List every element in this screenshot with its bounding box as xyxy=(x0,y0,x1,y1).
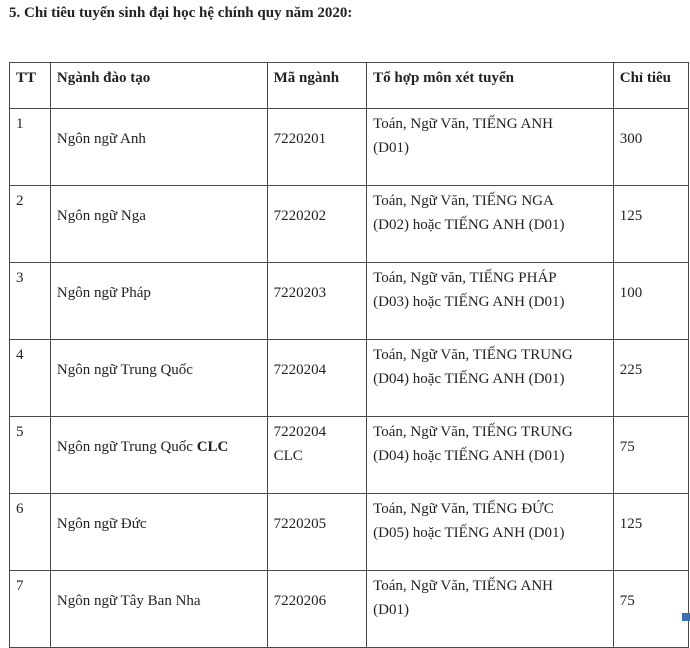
header-quota: Chỉ tiêu xyxy=(613,63,688,109)
quota-wrap xyxy=(620,420,682,459)
major-code-wrap xyxy=(274,189,361,228)
quota-value: 225 xyxy=(619,362,643,378)
cell-major xyxy=(50,109,267,186)
admission-quota-table xyxy=(9,62,689,648)
row-number: 1 xyxy=(16,116,24,132)
quota-wrap xyxy=(620,112,682,151)
cell-tt xyxy=(10,571,51,648)
cell-tt xyxy=(10,263,51,340)
quota-wrap xyxy=(620,574,682,613)
cell-tt xyxy=(10,109,51,186)
major-name-wrap xyxy=(57,420,261,459)
cell-quota xyxy=(613,109,688,186)
cell-code xyxy=(267,186,367,263)
major-code: 7220206 xyxy=(273,593,327,609)
header-tt: TT xyxy=(10,63,51,109)
scroll-corner-marker xyxy=(682,613,690,621)
quota-value: 100 xyxy=(619,285,643,301)
cell-major xyxy=(50,340,267,417)
cell-combination xyxy=(367,417,614,494)
major-code: 7220204 xyxy=(273,362,327,378)
table-row xyxy=(10,109,689,186)
cell-major xyxy=(50,494,267,571)
cell-code xyxy=(267,340,367,417)
major-name: Ngôn ngữ Trung Quốc xyxy=(56,362,193,378)
major-code: 7220205 xyxy=(273,516,327,532)
cell-combination xyxy=(367,571,614,648)
cell-code xyxy=(267,109,367,186)
major-name-wrap xyxy=(57,266,261,305)
table-row xyxy=(10,571,689,648)
major-code-wrap xyxy=(274,112,361,151)
cell-combination xyxy=(367,263,614,340)
cell-tt xyxy=(10,417,51,494)
major-name-bold: CLC xyxy=(196,439,229,455)
combination-line-1: Toán, Ngữ văn, TIẾNG PHÁP xyxy=(373,270,557,286)
combination-line-1: Toán, Ngữ Văn, TIẾNG TRUNG xyxy=(373,347,573,363)
major-name-wrap xyxy=(57,497,261,536)
table-header-row xyxy=(10,63,689,109)
header-combination: Tổ hợp môn xét tuyển xyxy=(367,63,614,109)
cell-quota xyxy=(613,263,688,340)
major-name: Ngôn ngữ Nga xyxy=(56,208,146,224)
combination-line-2: (D02) hoặc TIẾNG ANH (D01) xyxy=(373,217,565,233)
cell-combination xyxy=(367,340,614,417)
major-name: Ngôn ngữ Anh xyxy=(56,131,146,147)
combination-line-1: Toán, Ngữ Văn, TIẾNG TRUNG xyxy=(373,424,573,440)
quota-wrap xyxy=(620,343,682,382)
major-code: 7220202 xyxy=(273,208,327,224)
major-code: 7220203 xyxy=(273,285,327,301)
major-code-wrap xyxy=(274,497,361,536)
row-number: 5 xyxy=(16,424,24,440)
major-name: Ngôn ngữ Pháp xyxy=(56,285,151,301)
quota-value: 75 xyxy=(619,439,635,455)
cell-combination xyxy=(367,494,614,571)
major-name: Ngôn ngữ Tây Ban Nha xyxy=(56,593,201,609)
combination-line-2: (D01) xyxy=(373,602,409,618)
cell-code xyxy=(267,571,367,648)
major-code: 7220204 xyxy=(273,424,327,440)
quota-wrap xyxy=(620,497,682,536)
row-number: 7 xyxy=(16,578,24,594)
combination-line-1: Toán, Ngữ Văn, TIẾNG ĐỨC xyxy=(373,501,554,517)
combination-line-2: (D05) hoặc TIẾNG ANH (D01) xyxy=(373,525,565,541)
major-code-wrap xyxy=(274,266,361,305)
row-number: 6 xyxy=(16,501,24,517)
major-code-suffix: CLC xyxy=(273,448,303,464)
cell-major xyxy=(50,186,267,263)
combination-line-1: Toán, Ngữ Văn, TIẾNG ANH xyxy=(373,116,553,132)
quota-wrap xyxy=(620,189,682,228)
cell-major xyxy=(50,571,267,648)
cell-quota xyxy=(613,186,688,263)
header-major: Ngành đào tạo xyxy=(50,63,267,109)
cell-code xyxy=(267,494,367,571)
quota-value: 300 xyxy=(619,131,643,147)
table-row xyxy=(10,340,689,417)
cell-quota xyxy=(613,571,688,648)
major-code-wrap xyxy=(274,574,361,613)
combination-line-1: Toán, Ngữ Văn, TIẾNG NGA xyxy=(373,193,554,209)
combination-line-2: (D04) hoặc TIẾNG ANH (D01) xyxy=(373,371,565,387)
quota-value: 75 xyxy=(619,593,635,609)
cell-quota xyxy=(613,417,688,494)
cell-major xyxy=(50,263,267,340)
table-row xyxy=(10,494,689,571)
header-code: Mã ngành xyxy=(267,63,367,109)
major-name-wrap xyxy=(57,112,261,151)
cell-quota xyxy=(613,494,688,571)
cell-combination xyxy=(367,109,614,186)
row-number: 2 xyxy=(16,193,24,209)
row-number: 3 xyxy=(16,270,24,286)
table-row xyxy=(10,417,689,494)
table-row xyxy=(10,186,689,263)
major-name-wrap xyxy=(57,574,261,613)
quota-value: 125 xyxy=(619,208,643,224)
combination-line-1: Toán, Ngữ Văn, TIẾNG ANH xyxy=(373,578,553,594)
cell-tt xyxy=(10,186,51,263)
section-heading: 5. Chỉ tiêu tuyển sinh đại học hệ chính quy năm 2020: xyxy=(9,5,353,21)
major-code-wrap xyxy=(274,343,361,382)
combination-line-2: (D03) hoặc TIẾNG ANH (D01) xyxy=(373,294,565,310)
cell-code xyxy=(267,263,367,340)
major-name-wrap xyxy=(57,343,261,382)
cell-quota xyxy=(613,340,688,417)
quota-value: 125 xyxy=(619,516,643,532)
major-name: Ngôn ngữ Trung Quốc xyxy=(56,439,197,455)
cell-combination xyxy=(367,186,614,263)
quota-wrap xyxy=(620,266,682,305)
major-name: Ngôn ngữ Đức xyxy=(56,516,147,532)
table-row xyxy=(10,263,689,340)
cell-code xyxy=(267,417,367,494)
major-name-wrap xyxy=(57,189,261,228)
combination-line-2: (D01) xyxy=(373,140,409,156)
combination-line-2: (D04) hoặc TIẾNG ANH (D01) xyxy=(373,448,565,464)
cell-tt xyxy=(10,340,51,417)
cell-major xyxy=(50,417,267,494)
row-number: 4 xyxy=(16,347,24,363)
cell-tt xyxy=(10,494,51,571)
major-code: 7220201 xyxy=(273,131,327,147)
